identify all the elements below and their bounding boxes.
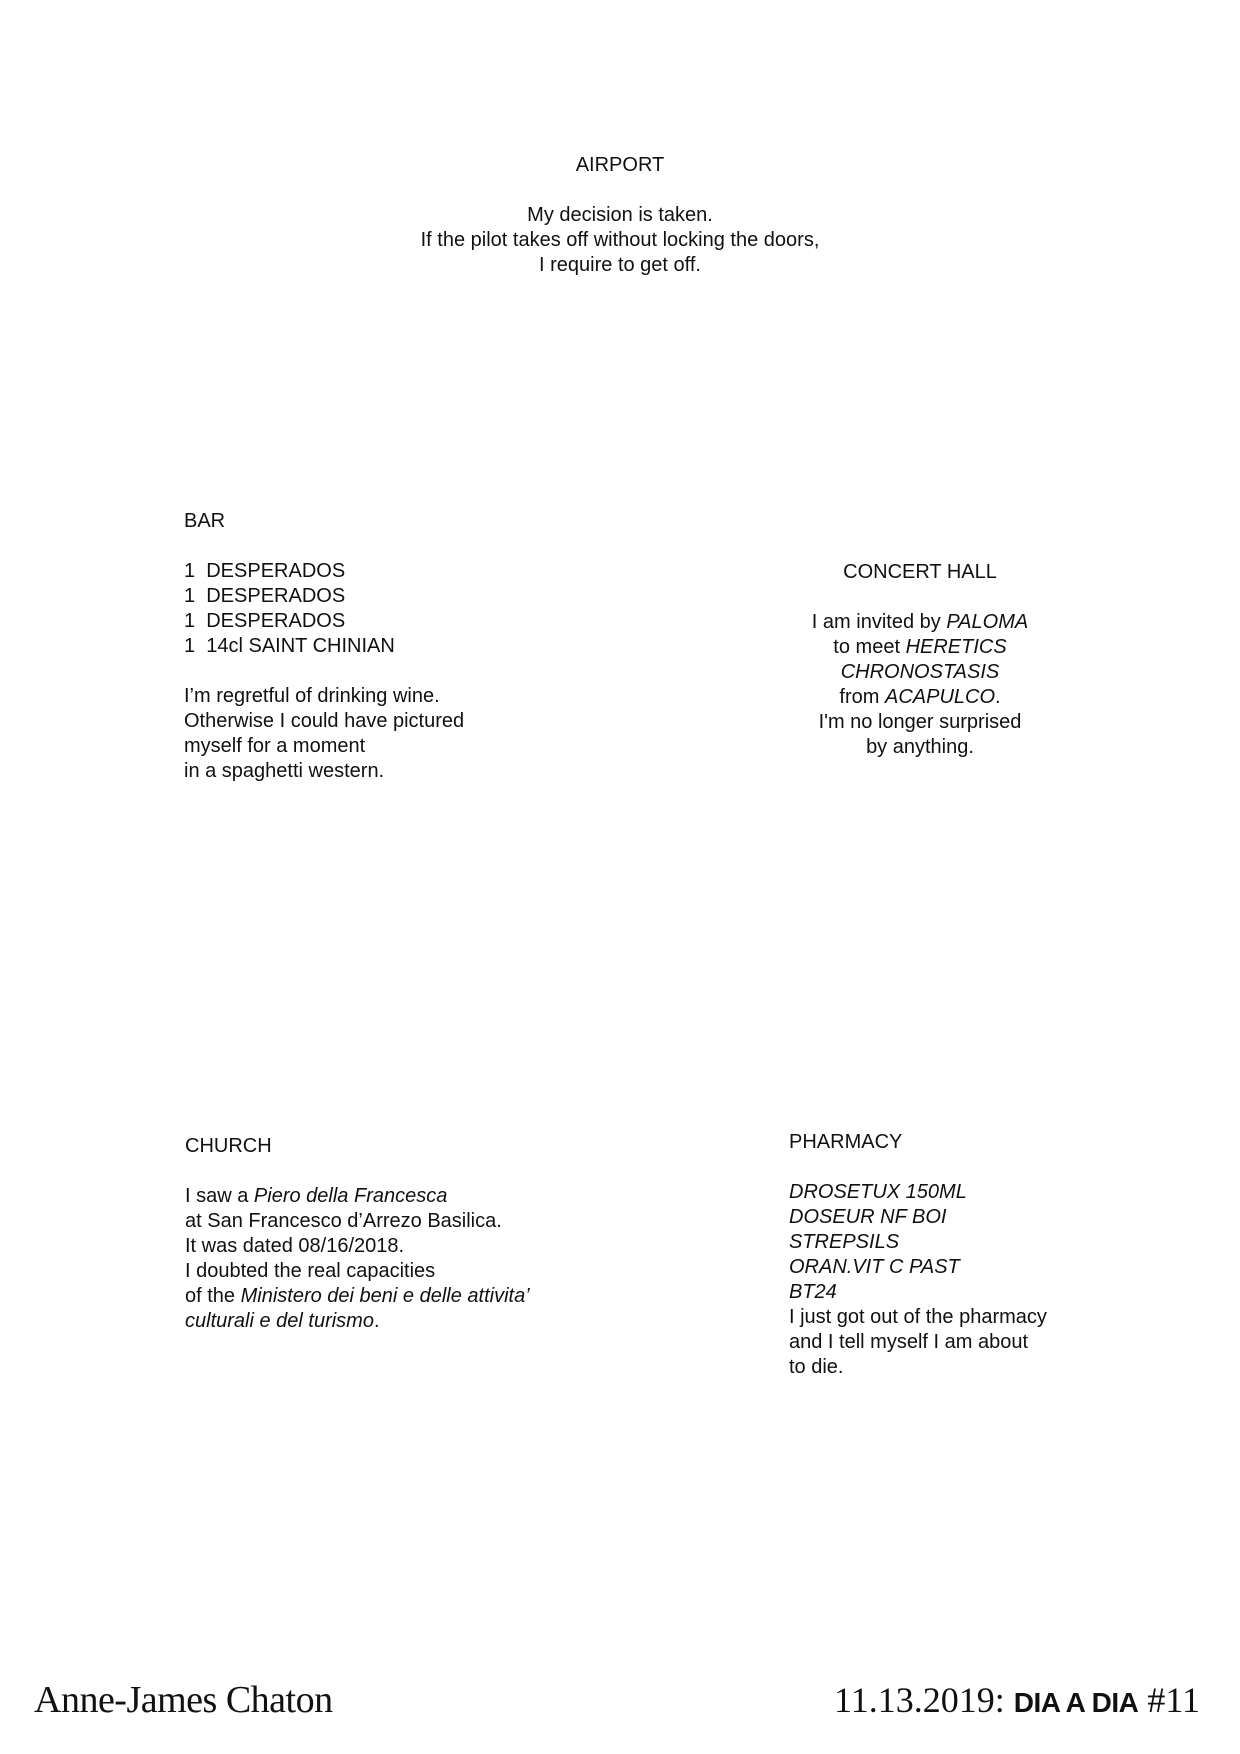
pharmacy-item-2: DOSEUR NF BOI — [789, 1206, 947, 1228]
bar-item-2: 1 DESPERADOS — [184, 585, 346, 607]
bar-line-1: I’m regretful of drinking wine. — [184, 685, 440, 707]
church-line-6: culturali e del turismo. — [185, 1310, 380, 1332]
bar-line-2: Otherwise I could have pictured — [184, 710, 465, 732]
church-line-2: at San Francesco d’Arrezo Basilica. — [185, 1210, 502, 1232]
bar-heading: BAR — [184, 510, 226, 532]
concert-line-6: by anything. — [866, 736, 974, 758]
pharmacy-item-4: ORAN.VIT C PAST — [789, 1256, 960, 1278]
church-heading: CHURCH — [185, 1135, 272, 1157]
concert-line-1: I am invited by PALOMA — [811, 611, 1029, 633]
pharmacy-item-3: STREPSILS — [789, 1231, 900, 1253]
bar-line-4: in a spaghetti western. — [184, 760, 385, 782]
pharmacy-section — [789, 1130, 1149, 1380]
concert-hall-section — [720, 560, 1120, 760]
pharmacy-heading: PHARMACY — [789, 1131, 903, 1153]
church-italic-ministero: Ministero dei beni e delle attivita’ — [240, 1285, 530, 1307]
concert-italic-chronostasis: CHRONOSTASIS — [840, 661, 1000, 683]
pharmacy-line-1: I just got out of the pharmacy — [789, 1306, 1047, 1328]
bar-section — [184, 509, 604, 784]
church-italic-turismo: culturali e del turismo — [185, 1310, 374, 1332]
issue-date: 11.13.2019: — [834, 1680, 1005, 1720]
pharmacy-line-3: to die. — [789, 1356, 844, 1378]
concert-line-5: I'm no longer surprised — [818, 711, 1022, 733]
concert-hall-heading: CONCERT HALL — [843, 561, 997, 583]
pharmacy-line-2: and I tell myself I am about — [789, 1331, 1029, 1353]
church-italic-piero: Piero della Francesca — [253, 1185, 448, 1207]
airport-line-2: If the pilot takes off without locking the doors, — [420, 229, 820, 251]
pharmacy-item-1: DROSETUX 150ML — [789, 1181, 967, 1203]
concert-line-2: to meet HERETICS — [833, 636, 1007, 658]
bar-item-3: 1 DESPERADOS — [184, 610, 346, 632]
bar-item-1: 1 DESPERADOS — [184, 560, 346, 582]
airport-line-1: My decision is taken. — [527, 204, 713, 226]
issue-label — [834, 1678, 1200, 1725]
concert-italic-paloma: PALOMA — [946, 611, 1029, 633]
church-line-1: I saw a Piero della Francesca — [185, 1185, 448, 1207]
bar-line-3: myself for a moment — [184, 735, 366, 757]
church-line-4: I doubted the real capacities — [185, 1260, 436, 1282]
series-title: DIA A DIA — [1013, 1687, 1139, 1718]
church-section — [185, 1134, 705, 1334]
airport-heading: AIRPORT — [575, 154, 665, 176]
concert-italic-heretics: HERETICS — [905, 636, 1007, 658]
airport-line-3: I require to get off. — [539, 254, 701, 276]
concert-line-4: from ACAPULCO. — [839, 686, 1001, 708]
church-line-3: It was dated 08/16/2018. — [185, 1235, 405, 1257]
bar-item-4: 1 14cl SAINT CHINIAN — [184, 635, 395, 657]
pharmacy-item-5: BT24 — [789, 1281, 837, 1303]
issue-number: #11 — [1147, 1680, 1200, 1720]
concert-italic-acapulco: ACAPULCO — [884, 686, 996, 708]
author-name: Anne-James Chaton — [34, 1679, 333, 1721]
concert-line-3 — [720, 660, 1120, 685]
airport-section — [300, 153, 940, 278]
church-line-5: of the Ministero dei beni e delle attivita’ — [185, 1285, 530, 1307]
